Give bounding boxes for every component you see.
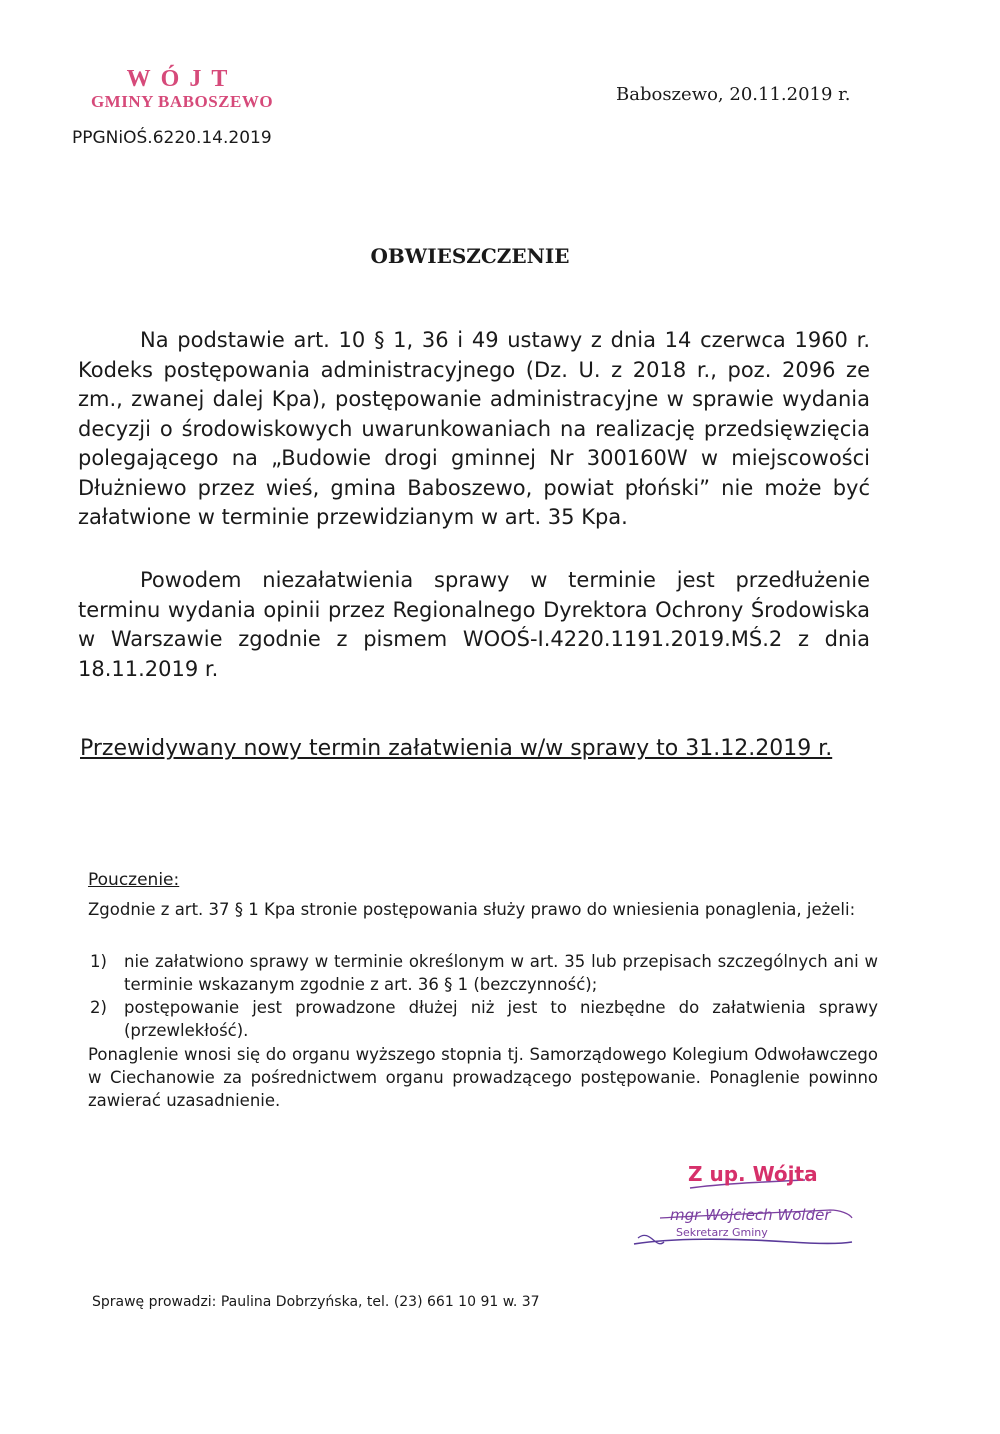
list-item-number: 2) — [90, 998, 107, 1017]
paragraph-reason: Powodem niezałatwienia sprawy w terminie jest przedłużenie terminu wydania opinii przez Regionalnego Dyrektora Ochrony Środowiska w Warszawie zgodnie z pismem WOOŚ-I.4220.1191.2019.MŚ.2 z dnia 18.11.2019 r. — [78, 568, 870, 681]
document-title: OBWIESZCZENIE — [370, 244, 570, 268]
list-item — [88, 950, 878, 996]
instruction-closing: Ponaglenie wnosi się do organu wyższego stopnia tj. Samorządowego Kolegium Odwoławczego w Ciechanowie za pośrednictwem organu prowadzącego postępowanie. Ponaglenie powinno zawierać uzasadnienie. — [88, 1045, 878, 1110]
signature-title: Z up. Wójta — [688, 1162, 818, 1186]
instruction-intro: Zgodnie z art. 37 § 1 Kpa stronie postępowania służy prawo do wniesienia ponaglenia, jeżeli: — [88, 900, 856, 919]
reference-number: PPGNiOŚ.6220.14.2019 — [72, 128, 272, 148]
list-item-text: postępowanie jest prowadzone dłużej niż jest to niezbędne do załatwienia sprawy (przewlekłość). — [124, 998, 878, 1040]
list-item — [88, 996, 878, 1042]
instruction-list — [88, 950, 878, 1042]
signature-name: mgr Wojciech Wolder — [670, 1206, 831, 1224]
instruction-heading: Pouczenie: — [88, 870, 180, 890]
signature-role: Sekretarz Gminy — [676, 1226, 768, 1239]
office-stamp — [72, 66, 292, 112]
signature-block — [630, 1158, 870, 1258]
place-date: Baboszewo, 20.11.2019 r. — [616, 84, 851, 105]
case-handler-footer: Sprawę prowadzi: Paulina Dobrzyńska, tel. (23) 661 10 91 w. 37 — [92, 1294, 540, 1310]
stamp-subtitle: GMINY BABOSZEWO — [90, 92, 274, 111]
stamp-title: WÓJT — [126, 66, 238, 92]
paragraph-legal-basis: Na podstawie art. 10 § 1, 36 i 49 ustawy z dnia 14 czerwca 1960 r. Kodeks postępowania administracyjnego (Dz. U. z 2018 r., poz. 2096 ze zm., zwanej dalej Kpa), postępowanie administracyjne w sprawie wydania decyzji o środowiskowych uwarunkowaniach na realizację przedsięwzięcia polegającego na „Budowie drogi gminnej Nr 300160W w miejscowości Dłużniewo przez wieś, gmina Baboszewo, powiat płoński” nie może być załatwione w terminie przewidzianym w art. 35 Kpa. — [78, 328, 870, 529]
new-deadline-notice: Przewidywany nowy termin załatwienia w/w sprawy to 31.12.2019 r. — [80, 736, 833, 761]
list-item-number: 1) — [90, 952, 107, 971]
list-item-text: nie załatwiono sprawy w terminie określonym w art. 35 lub przepisach szczególnych ani w terminie wskazanym zgodnie z art. 36 § 1 (bezczynność); — [124, 952, 878, 994]
